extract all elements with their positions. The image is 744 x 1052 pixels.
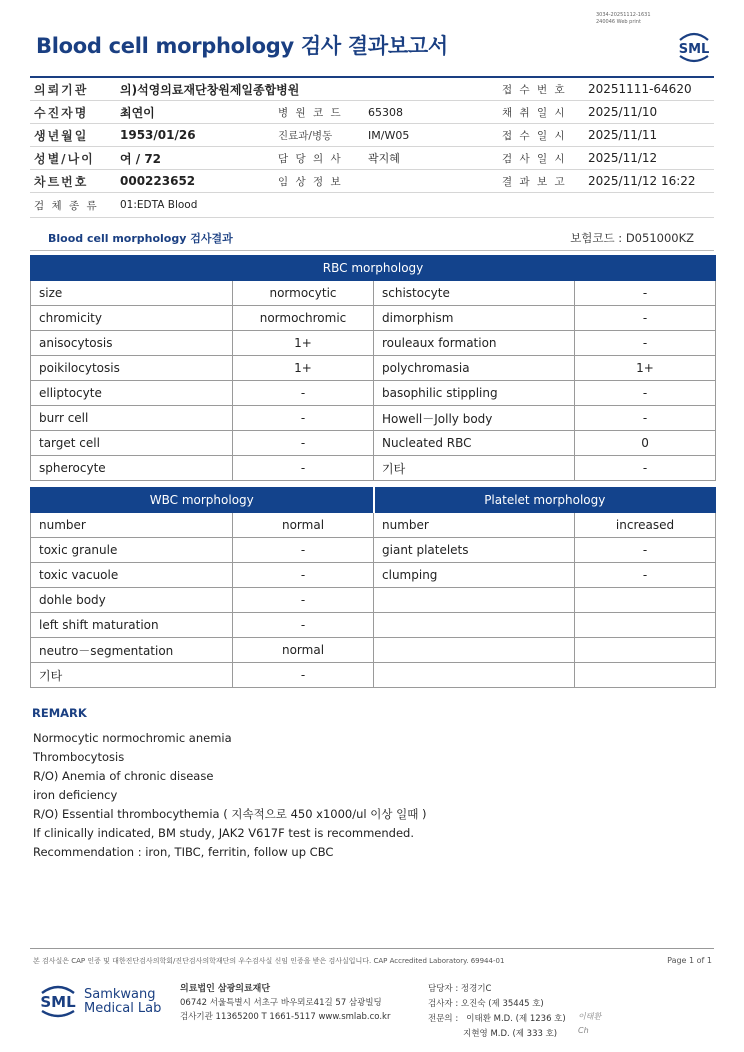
remark-line: Thrombocytosis bbox=[33, 750, 125, 764]
item-name: toxic granule bbox=[31, 538, 233, 563]
info-row bbox=[30, 101, 714, 124]
company-line: Samkwang bbox=[84, 987, 156, 1002]
item-name: toxic vacuole bbox=[31, 563, 233, 588]
remark-line: iron deficiency bbox=[33, 788, 118, 802]
company-line: Medical Lab bbox=[84, 1001, 162, 1016]
info-value: 000223652 bbox=[120, 174, 196, 188]
signature: Ch bbox=[578, 1026, 589, 1035]
info-label: 차트번호 bbox=[34, 174, 89, 189]
item-result: - bbox=[575, 281, 716, 306]
item-result: - bbox=[575, 538, 716, 563]
info-value: 65308 bbox=[368, 105, 403, 119]
address-line: 06742 서울특별시 서초구 바우뫼로41길 57 삼광빌딩 bbox=[180, 998, 382, 1008]
item-name: target cell bbox=[31, 431, 233, 456]
logo-text: SML bbox=[40, 993, 76, 1011]
info-row bbox=[30, 170, 714, 193]
rbc-morphology-table bbox=[30, 255, 716, 481]
staff-line: 지현영 M.D. (제 333 호) bbox=[428, 1029, 558, 1039]
info-label: 접 수 일 시 bbox=[502, 129, 567, 142]
info-row bbox=[30, 147, 714, 170]
item-result: - bbox=[233, 406, 374, 431]
info-value: 최연이 bbox=[120, 105, 155, 120]
company-name bbox=[84, 988, 161, 1016]
item-name: 기타 bbox=[374, 456, 575, 481]
item-result: - bbox=[233, 563, 374, 588]
item-name: dohle body bbox=[31, 588, 233, 613]
info-label: 검 체 종 류 bbox=[34, 199, 99, 212]
info-value: 1953/01/26 bbox=[120, 128, 196, 142]
item-result bbox=[575, 613, 716, 638]
signature: 이태환 bbox=[578, 1012, 602, 1021]
table-row bbox=[31, 663, 716, 688]
insurance-code: 보험코드 : D051000KZ bbox=[570, 231, 694, 245]
item-name: chromicity bbox=[31, 306, 233, 331]
footer-divider bbox=[30, 948, 714, 949]
remark-line: R/O) Essential thrombocythemia ( 지속적으로 450 x1000/ul 이상 일때 ) bbox=[33, 807, 427, 821]
item-result: - bbox=[233, 613, 374, 638]
info-label: 진료과/병동 bbox=[278, 129, 333, 142]
info-label: 수진자명 bbox=[34, 105, 89, 120]
table-row bbox=[31, 563, 716, 588]
signatures bbox=[578, 1010, 601, 1038]
table-row bbox=[31, 331, 716, 356]
item-name: polychromasia bbox=[374, 356, 575, 381]
results-title: Blood cell morphology 검사결과 bbox=[48, 232, 233, 245]
table-row bbox=[31, 381, 716, 406]
item-result: - bbox=[575, 381, 716, 406]
item-result: - bbox=[233, 663, 374, 688]
item-name: size bbox=[31, 281, 233, 306]
info-label: 병 원 코 드 bbox=[278, 106, 343, 119]
table-row bbox=[31, 538, 716, 563]
item-result: 1+ bbox=[233, 331, 374, 356]
item-result: - bbox=[233, 538, 374, 563]
item-result: 1+ bbox=[575, 356, 716, 381]
item-result: increased bbox=[575, 513, 716, 538]
remark-line: Normocytic normochromic anemia bbox=[33, 731, 232, 745]
rbc-header: RBC morphology bbox=[31, 256, 716, 281]
item-name: poikilocytosis bbox=[31, 356, 233, 381]
table-row bbox=[31, 431, 716, 456]
item-name: rouleaux formation bbox=[374, 331, 575, 356]
print-info: 3034-20251112-1631 240046 Web print bbox=[596, 12, 651, 25]
divider bbox=[30, 250, 714, 251]
table-row bbox=[31, 306, 716, 331]
company-address bbox=[180, 982, 390, 1024]
platelet-header: Platelet morphology bbox=[374, 488, 716, 513]
item-result: - bbox=[233, 588, 374, 613]
logo-text: SML bbox=[678, 42, 710, 57]
table-row bbox=[31, 588, 716, 613]
item-result: - bbox=[575, 331, 716, 356]
item-name: burr cell bbox=[31, 406, 233, 431]
item-name: left shift maturation bbox=[31, 613, 233, 638]
info-value: 2025/11/12 16:22 bbox=[588, 174, 696, 188]
page-title: Blood cell morphology 검사 결과보고서 bbox=[36, 34, 448, 58]
info-value: 의)석영의료재단창원제일종합병원 bbox=[120, 82, 300, 97]
page-number: Page 1 of 1 bbox=[667, 956, 712, 965]
table-row bbox=[31, 456, 716, 481]
table-row bbox=[31, 281, 716, 306]
info-value: IM/W05 bbox=[368, 128, 410, 142]
item-name: schistocyte bbox=[374, 281, 575, 306]
info-value: 01:EDTA Blood bbox=[120, 199, 198, 211]
info-label: 담 당 의 사 bbox=[278, 152, 343, 165]
item-name: 기타 bbox=[31, 663, 233, 688]
sml-logo-icon bbox=[36, 980, 80, 1020]
item-result: 1+ bbox=[233, 356, 374, 381]
wbc-header: WBC morphology bbox=[31, 488, 374, 513]
item-result bbox=[575, 638, 716, 663]
item-name: Howell－Jolly body bbox=[374, 406, 575, 431]
item-name: elliptocyte bbox=[31, 381, 233, 406]
table-row bbox=[31, 406, 716, 431]
info-label: 생년월일 bbox=[34, 128, 89, 143]
item-name: dimorphism bbox=[374, 306, 575, 331]
contact-line: 검사기관 11365200 T 1661-5117 www.smlab.co.kr bbox=[180, 1012, 391, 1022]
remark-line: Recommendation : iron, TIBC, ferritin, follow up CBC bbox=[33, 845, 334, 859]
info-label: 성별/나이 bbox=[34, 151, 95, 166]
item-result: normal bbox=[233, 638, 374, 663]
info-label: 검 사 일 시 bbox=[502, 152, 567, 165]
remark-title: REMARK bbox=[32, 706, 87, 720]
info-value: 20251111-64620 bbox=[588, 82, 692, 96]
info-row bbox=[30, 78, 714, 101]
item-result: - bbox=[575, 406, 716, 431]
staff-line: 검사자 : 오진숙 (제 35445 호) bbox=[428, 999, 544, 1009]
info-row bbox=[30, 193, 714, 218]
item-result: - bbox=[575, 456, 716, 481]
item-name: neutro－segmentation bbox=[31, 638, 233, 663]
item-name bbox=[374, 613, 575, 638]
staff-list bbox=[428, 982, 566, 1042]
info-value: 2025/11/10 bbox=[588, 105, 658, 119]
item-result: - bbox=[575, 563, 716, 588]
item-name: clumping bbox=[374, 563, 575, 588]
accreditation-note: 본 검사실은 CAP 인증 및 대한진단검사의학회/진단검사의학재단의 우수검사실 신임 인증을 받은 검사실입니다. CAP Accredited Laboratory. 69944-01 bbox=[33, 957, 505, 965]
table-row bbox=[31, 613, 716, 638]
item-name: giant platelets bbox=[374, 538, 575, 563]
remark-line: If clinically indicated, BM study, JAK2 V617F test is recommended. bbox=[33, 826, 414, 840]
info-label: 채 취 일 시 bbox=[502, 106, 567, 119]
item-result: normocytic bbox=[233, 281, 374, 306]
wbc-platelet-table bbox=[30, 487, 716, 688]
item-result: - bbox=[233, 431, 374, 456]
info-value: 곽지혜 bbox=[368, 152, 400, 165]
info-label: 임 상 정 보 bbox=[278, 175, 343, 188]
sml-logo-icon bbox=[674, 26, 714, 66]
item-name: number bbox=[374, 513, 575, 538]
info-label: 결 과 보 고 bbox=[502, 175, 567, 188]
staff-line: 담당자 : 정경기C bbox=[428, 984, 492, 994]
item-result: - bbox=[575, 306, 716, 331]
info-row bbox=[30, 124, 714, 147]
item-name: Nucleated RBC bbox=[374, 431, 575, 456]
item-result: 0 bbox=[575, 431, 716, 456]
patient-info-table bbox=[30, 76, 714, 218]
table-row bbox=[31, 638, 716, 663]
staff-line: 전문의 : 이태환 M.D. (제 1236 호) bbox=[428, 1014, 566, 1024]
info-label: 접 수 번 호 bbox=[502, 83, 567, 96]
item-name bbox=[374, 638, 575, 663]
table-row bbox=[31, 513, 716, 538]
item-name: number bbox=[31, 513, 233, 538]
item-result bbox=[575, 663, 716, 688]
item-name bbox=[374, 588, 575, 613]
info-value: 2025/11/11 bbox=[588, 128, 658, 142]
info-value: 여 / 72 bbox=[120, 151, 162, 166]
item-name bbox=[374, 663, 575, 688]
item-result bbox=[575, 588, 716, 613]
remark-line: R/O) Anemia of chronic disease bbox=[33, 769, 214, 783]
item-name: spherocyte bbox=[31, 456, 233, 481]
remark-body bbox=[33, 729, 427, 862]
info-label: 의뢰기관 bbox=[34, 82, 89, 97]
info-value: 2025/11/12 bbox=[588, 151, 658, 165]
item-result: normal bbox=[233, 513, 374, 538]
item-name: basophilic stippling bbox=[374, 381, 575, 406]
item-result: normochromic bbox=[233, 306, 374, 331]
item-result: - bbox=[233, 381, 374, 406]
item-result: - bbox=[233, 456, 374, 481]
item-name: anisocytosis bbox=[31, 331, 233, 356]
table-row bbox=[31, 356, 716, 381]
corp-name: 의료법인 삼광의료재단 bbox=[180, 984, 271, 994]
